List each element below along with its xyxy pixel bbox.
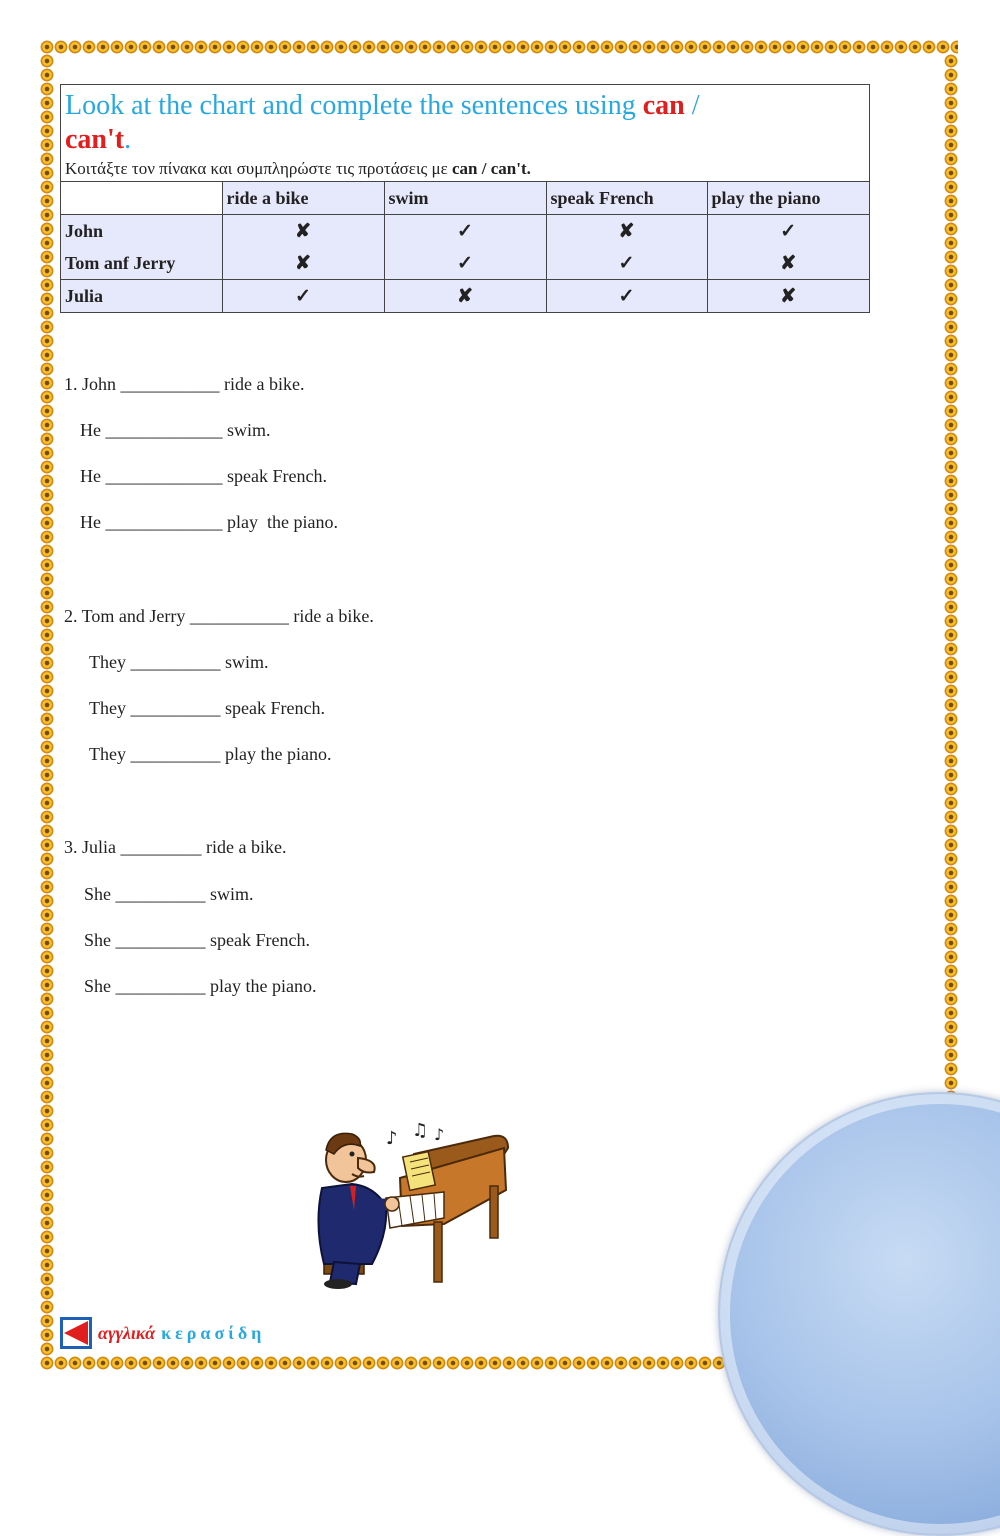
title-slash: / — [684, 90, 700, 121]
instruction-box — [60, 84, 870, 313]
header-swim: swim — [384, 182, 546, 215]
header-blank — [61, 182, 222, 215]
mark-cell: ✓ — [222, 280, 384, 313]
exercise-3-line-4: She __________ play the piano. — [84, 976, 317, 996]
mark-cell: ✘ — [707, 247, 869, 280]
mark-cell: ✘ — [546, 215, 707, 248]
title-text: Look at the chart and complete the sentences using — [65, 90, 643, 121]
header-ride-a-bike: ride a bike — [222, 182, 384, 215]
flower-border-left — [40, 54, 54, 1356]
mark-cell: ✓ — [384, 215, 546, 248]
flower-border-top — [40, 40, 958, 54]
chart-header-row — [61, 182, 869, 215]
mark-cell: ✓ — [707, 215, 869, 248]
mark-cell: ✓ — [546, 280, 707, 313]
exercise-2-line-4: They __________ play the piano. — [89, 744, 332, 764]
piano-player-illustration — [294, 1114, 516, 1290]
exercise-1-line-1: 1. John ___________ ride a bike. — [64, 374, 305, 394]
mark-cell: ✘ — [384, 280, 546, 313]
logo-word-2: κερασίδη — [161, 1322, 266, 1343]
mark-cell: ✘ — [222, 247, 384, 280]
publisher-logo — [60, 1317, 265, 1349]
title-dot: . — [124, 124, 132, 155]
mark-cell: ✓ — [546, 247, 707, 280]
title-cant: can't — [65, 124, 125, 155]
table-row — [61, 280, 869, 313]
subtitle-bold: can / can't. — [452, 159, 531, 178]
exercise-3-line-1: 3. Julia _________ ride a bike. — [64, 837, 287, 857]
logo-word-1: αγγλικά — [98, 1322, 156, 1343]
svg-text:♪: ♪ — [386, 1128, 398, 1149]
svg-text:♫: ♫ — [412, 1120, 429, 1141]
page-title — [61, 85, 869, 157]
row-name: John — [61, 215, 222, 248]
title-can: can — [642, 90, 685, 121]
exercise-1-line-3: He _____________ speak French. — [80, 466, 327, 486]
row-name: Tom anf Jerry — [61, 247, 222, 280]
svg-text:♪: ♪ — [434, 1125, 445, 1144]
mark-cell: ✘ — [707, 280, 869, 313]
table-row — [61, 247, 869, 280]
exercise-2-line-2: They __________ swim. — [89, 652, 269, 672]
exercise-3-line-2: She __________ swim. — [84, 884, 254, 904]
row-name: Julia — [61, 280, 222, 313]
greek-subtitle — [61, 157, 869, 181]
subtitle-text: Κοιτάξτε τον πίνακα και συμπληρώστε τις προτάσεις με — [65, 159, 452, 178]
exercise-1-line-4: He _____________ play the piano. — [80, 512, 338, 532]
exercise-1-line-2: He _____________ swim. — [80, 420, 271, 440]
header-play-the-piano: play the piano — [707, 182, 869, 215]
exercise-2-line-1: 2. Tom and Jerry ___________ ride a bike. — [64, 606, 374, 626]
mark-cell: ✓ — [384, 247, 546, 280]
ability-chart — [61, 181, 869, 312]
decorative-circle — [718, 1092, 1000, 1536]
mark-cell: ✘ — [222, 215, 384, 248]
logo-icon — [60, 1317, 92, 1349]
header-speak-french: speak French — [546, 182, 707, 215]
exercise-2-line-3: They __________ speak French. — [89, 698, 325, 718]
table-row — [61, 215, 869, 248]
exercise-3-line-3: She __________ speak French. — [84, 930, 310, 950]
